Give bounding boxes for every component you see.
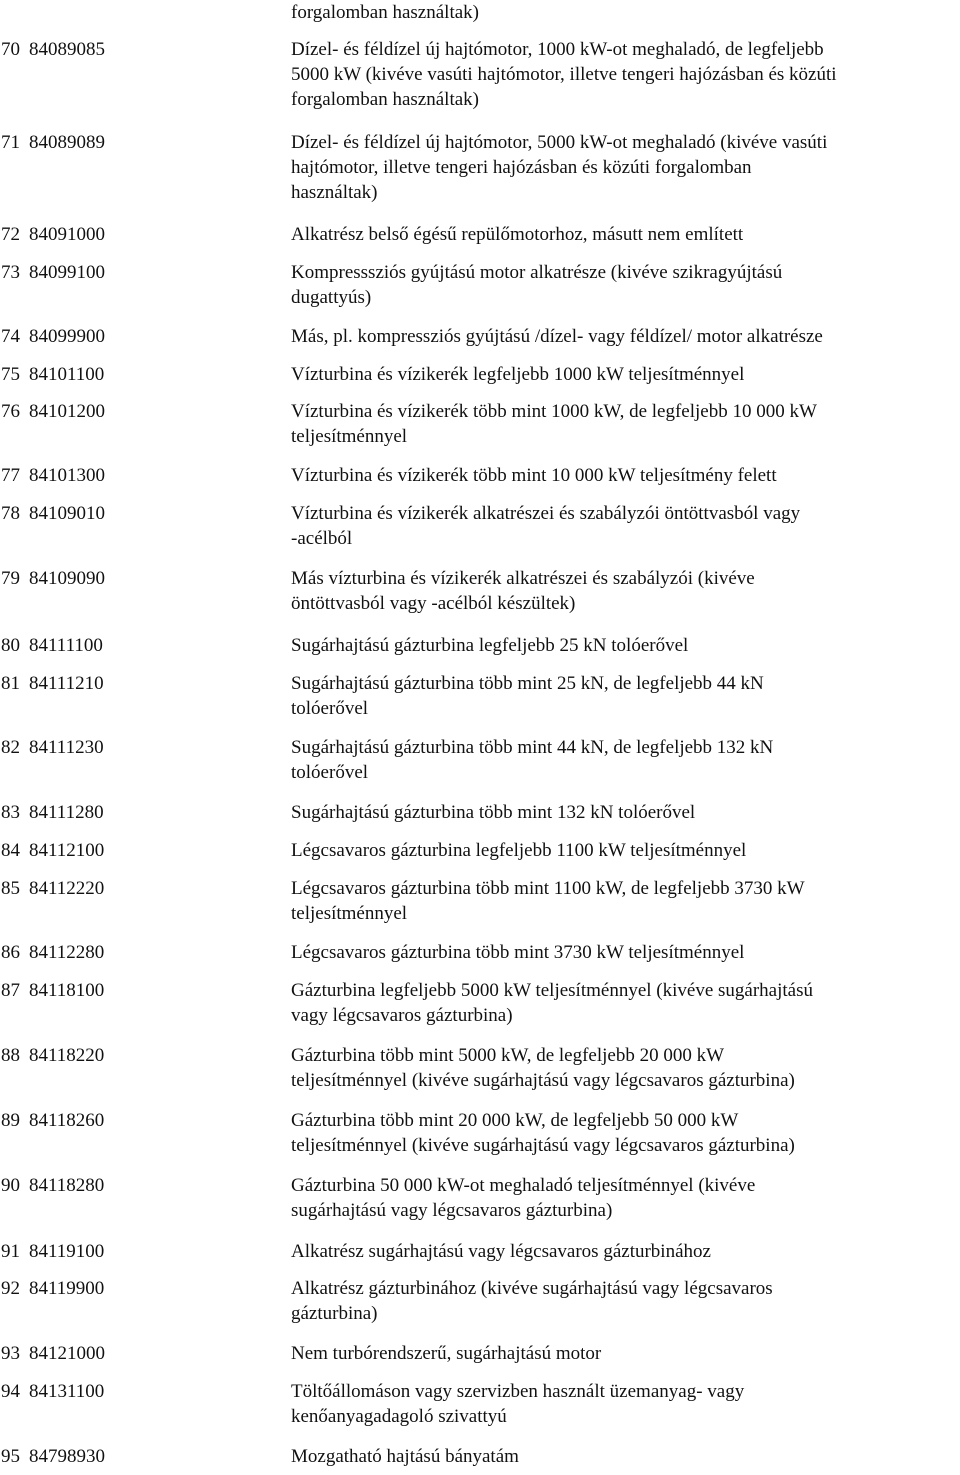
- description: [291, 1341, 953, 1366]
- description: [291, 978, 953, 1028]
- row-number: 78: [1, 503, 20, 524]
- row-number: 72: [1, 224, 20, 245]
- description-line: sugárhajtású vagy légcsavaros gázturbina): [291, 1200, 613, 1221]
- description: [291, 940, 953, 965]
- row-number: 87: [1, 980, 20, 1001]
- description: [291, 1379, 953, 1429]
- description: [291, 362, 953, 387]
- tariff-code: 84119100: [29, 1241, 105, 1262]
- description-line: használtak): [291, 182, 378, 203]
- description-line: Dízel- és féldízel új hajtómotor, 1000 kW-ot meghaladó, de legfeljebb: [291, 39, 824, 60]
- row-number: 86: [1, 942, 20, 963]
- description: [291, 800, 953, 825]
- description-line: kenőanyagadagoló szivattyú: [291, 1406, 507, 1427]
- row-number: 83: [1, 802, 20, 823]
- description: [291, 463, 953, 488]
- tariff-code: 84111230: [29, 737, 104, 758]
- continuation-text: forgalomban használtak): [291, 2, 479, 23]
- tariff-code: 84101200: [29, 401, 105, 422]
- tariff-code: 84099900: [29, 326, 105, 347]
- description: [291, 735, 953, 785]
- tariff-code: 84112220: [29, 878, 105, 899]
- description: [291, 130, 953, 205]
- row-number: 73: [1, 262, 20, 283]
- tariff-code: 84089085: [29, 39, 105, 60]
- description: [291, 566, 953, 616]
- tariff-code: 84119900: [29, 1278, 105, 1299]
- row-number: 74: [1, 326, 20, 347]
- description: [291, 838, 953, 863]
- description: [291, 37, 953, 112]
- description-line: Sugárhajtású gázturbina több mint 132 kN tolóerővel: [291, 802, 696, 823]
- description-line: Gázturbina legfeljebb 5000 kW teljesítménnyel (kivéve sugárhajtású: [291, 980, 813, 1001]
- description-line: tolóerővel: [291, 762, 369, 783]
- description: [291, 324, 953, 349]
- row-number: 81: [1, 673, 20, 694]
- description: [291, 671, 953, 721]
- description-line: Alkatrész belső égésű repülőmotorhoz, másutt nem említett: [291, 224, 744, 245]
- description-line: Mozgatható hajtású bányatám: [291, 1446, 519, 1467]
- description-line: Gázturbina 50 000 kW-ot meghaladó teljesítménnyel (kivéve: [291, 1175, 756, 1196]
- description-line: hajtómotor, illetve tengeri hajózásban és közúti forgalomban: [291, 157, 752, 178]
- tariff-code: 84118280: [29, 1175, 105, 1196]
- tariff-code: 84112100: [29, 840, 105, 861]
- tariff-code: 84109010: [29, 503, 105, 524]
- description-line: Sugárhajtású gázturbina legfeljebb 25 kN tolóerővel: [291, 635, 689, 656]
- row-number: 70: [1, 39, 20, 60]
- description-line: Légcsavaros gázturbina több mint 3730 kW teljesítménnyel: [291, 942, 745, 963]
- description: [291, 399, 953, 449]
- description-line: 5000 kW (kivéve vasúti hajtómotor, illetve tengeri hajózásban és közúti: [291, 64, 837, 85]
- tariff-code: 84121000: [29, 1343, 105, 1364]
- description-line: Kompresssziós gyújtású motor alkatrésze (kivéve szikragyújtású: [291, 262, 783, 283]
- description: [291, 501, 953, 551]
- row-number: 79: [1, 568, 20, 589]
- tariff-code: 84111210: [29, 673, 104, 694]
- tariff-code: 84131100: [29, 1381, 105, 1402]
- tariff-code: 84118100: [29, 980, 105, 1001]
- row-number: 82: [1, 737, 20, 758]
- row-number: 80: [1, 635, 20, 656]
- description: [291, 1043, 953, 1093]
- description-line: Más, pl. kompressziós gyújtású /dízel- vagy féldízel/ motor alkatrésze: [291, 326, 823, 347]
- description: [291, 1173, 953, 1223]
- tariff-code: 84101300: [29, 465, 105, 486]
- row-number: 95: [1, 1446, 20, 1467]
- description-line: Alkatrész sugárhajtású vagy légcsavaros gázturbinához: [291, 1241, 711, 1262]
- description: [291, 1108, 953, 1158]
- description-line: Dízel- és féldízel új hajtómotor, 5000 kW-ot meghaladó (kivéve vasúti: [291, 132, 828, 153]
- description: [291, 876, 953, 926]
- description-line: Légcsavaros gázturbina több mint 1100 kW, de legfeljebb 3730 kW: [291, 878, 805, 899]
- description-line: forgalomban használtak): [291, 89, 479, 110]
- description-line: -acélból: [291, 528, 353, 549]
- description-line: Légcsavaros gázturbina legfeljebb 1100 kW teljesítménnyel: [291, 840, 747, 861]
- description-line: Vízturbina és vízikerék több mint 1000 kW, de legfeljebb 10 000 kW: [291, 401, 817, 422]
- description-line: öntöttvasból vagy -acélból készültek): [291, 593, 576, 614]
- description-line: teljesítménnyel: [291, 903, 408, 924]
- tariff-code: 84798930: [29, 1446, 105, 1467]
- row-number: 88: [1, 1045, 20, 1066]
- tariff-code: 84111100: [29, 635, 103, 656]
- description-line: Vízturbina és vízikerék legfeljebb 1000 kW teljesítménnyel: [291, 364, 745, 385]
- tariff-code: 84101100: [29, 364, 105, 385]
- description-line: Vízturbina és vízikerék alkatrészei és szabályzói öntöttvasból vagy: [291, 503, 801, 524]
- description-line: vagy légcsavaros gázturbina): [291, 1005, 513, 1026]
- tariff-code: 84109090: [29, 568, 105, 589]
- description: [291, 222, 953, 247]
- row-number: 93: [1, 1343, 20, 1364]
- tariff-code: 84089089: [29, 132, 105, 153]
- description: [291, 260, 953, 310]
- tariff-code: 84091000: [29, 224, 105, 245]
- tariff-code: 84099100: [29, 262, 105, 283]
- description-line: Gázturbina több mint 20 000 kW, de legfeljebb 50 000 kW: [291, 1110, 739, 1131]
- description-line: dugattyús): [291, 287, 372, 308]
- description-line: Nem turbórendszerű, sugárhajtású motor: [291, 1343, 602, 1364]
- description: [291, 633, 953, 658]
- description-line: tolóerővel: [291, 698, 369, 719]
- description-line: teljesítménnyel (kivéve sugárhajtású vagy légcsavaros gázturbina): [291, 1070, 795, 1091]
- description-line: Gázturbina több mint 5000 kW, de legfeljebb 20 000 kW: [291, 1045, 725, 1066]
- row-number: 84: [1, 840, 20, 861]
- description-line: teljesítménnyel: [291, 426, 408, 447]
- description: [291, 1276, 953, 1326]
- row-number: 85: [1, 878, 20, 899]
- description: [291, 1239, 953, 1264]
- description-line: gázturbina): [291, 1303, 378, 1324]
- description: [291, 1444, 953, 1469]
- description-line: Alkatrész gázturbinához (kivéve sugárhajtású vagy légcsavaros: [291, 1278, 773, 1299]
- description-line: Vízturbina és vízikerék több mint 10 000 kW teljesítmény felett: [291, 465, 777, 486]
- row-number: 89: [1, 1110, 20, 1131]
- description-line: Töltőállomáson vagy szervizben használt üzemanyag- vagy: [291, 1381, 745, 1402]
- row-number: 76: [1, 401, 20, 422]
- row-number: 92: [1, 1278, 20, 1299]
- tariff-code: 84111280: [29, 802, 104, 823]
- description-line: Sugárhajtású gázturbina több mint 25 kN, de legfeljebb 44 kN: [291, 673, 764, 694]
- tariff-code: 84118260: [29, 1110, 105, 1131]
- row-number: 94: [1, 1381, 20, 1402]
- row-number: 90: [1, 1175, 20, 1196]
- tariff-code: 84112280: [29, 942, 105, 963]
- description-line: Más vízturbina és vízikerék alkatrészei és szabályzói (kivéve: [291, 568, 755, 589]
- row-number: 71: [1, 132, 20, 153]
- row-number: 75: [1, 364, 20, 385]
- description-line: teljesítménnyel (kivéve sugárhajtású vagy légcsavaros gázturbina): [291, 1135, 795, 1156]
- row-number: 91: [1, 1241, 20, 1262]
- tariff-code: 84118220: [29, 1045, 105, 1066]
- row-number: 77: [1, 465, 20, 486]
- description-line: Sugárhajtású gázturbina több mint 44 kN, de legfeljebb 132 kN: [291, 737, 774, 758]
